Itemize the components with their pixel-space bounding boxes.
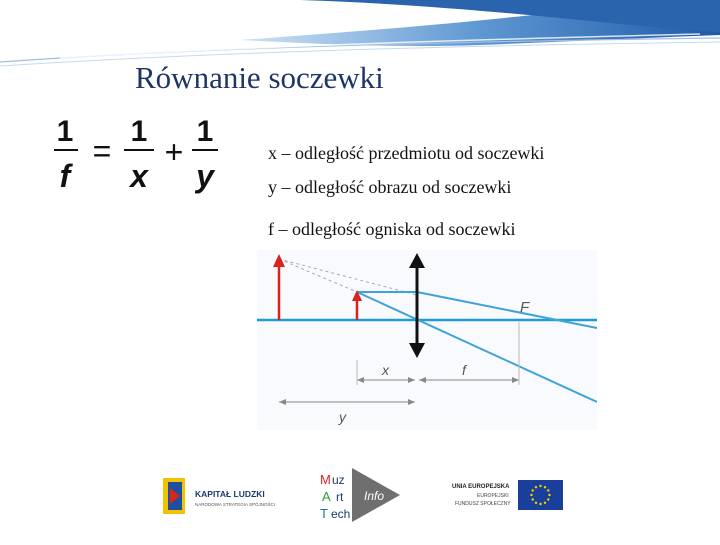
formula-term2-denominator: y (196, 158, 214, 194)
dimension-f-right-arrowhead (512, 377, 519, 383)
kapital-logo-line1: KAPITAŁ LUDZKI (195, 489, 265, 499)
dimension-x-left-arrowhead (357, 377, 364, 383)
eu-efs-logo (452, 480, 563, 510)
dimension-y-left-arrowhead (279, 399, 286, 405)
definition-y: y – odległość obrazu od soczewki (268, 177, 512, 197)
muzarttech-ech: ech (331, 507, 351, 521)
kapital-ludzki-logo (163, 478, 275, 514)
lens-bottom-arrowhead (409, 343, 425, 358)
slide-title: Równanie soczewki (135, 60, 384, 95)
eu-logo-line2: EUROPEJSKI (477, 493, 509, 499)
muzarttech-info-logo (320, 468, 400, 522)
lens-ray-diagram (257, 250, 597, 430)
formula-term1-denominator: x (130, 158, 148, 194)
dimension-y-label: y (339, 409, 346, 425)
footer-logos (0, 460, 720, 540)
muzarttech-info: Info (364, 489, 385, 503)
dimension-f-label: f (462, 362, 466, 378)
muzarttech-t: T (320, 506, 328, 521)
formula-term2-numerator: 1 (196, 115, 214, 148)
formula-lhs-denominator: f (59, 158, 71, 194)
focus-label: F (520, 299, 530, 316)
ray-refracted (417, 292, 597, 328)
lens-formula (52, 115, 227, 205)
lens-top-arrowhead (409, 253, 425, 268)
dimension-x-label: x (382, 362, 389, 378)
ray-through-center (357, 292, 597, 402)
construction-line-upper (279, 259, 417, 295)
formula-plus-sign: + (164, 134, 184, 170)
object-arrow-large-head (273, 254, 285, 267)
muzarttech-uz: uz (332, 473, 345, 487)
formula-lhs-numerator: 1 (56, 115, 74, 148)
definition-f: f – odległość ogniska od soczewki (268, 219, 516, 239)
formula-term1-numerator: 1 (130, 115, 148, 148)
dimension-f-left-arrowhead (419, 377, 426, 383)
eu-logo-line3: FUNDUSZ SPOŁECZNY (455, 501, 511, 507)
dimension-y-right-arrowhead (408, 399, 415, 405)
definition-x: x – odległość przedmiotu od soczewki (268, 143, 545, 163)
muzarttech-rt: rt (336, 490, 344, 504)
construction-line-lower (279, 259, 357, 292)
footer-logos-svg (0, 460, 720, 540)
eu-flag (518, 480, 563, 510)
muzarttech-m: M (320, 472, 331, 487)
eu-logo-line1: UNIA EUROPEJSKA (452, 484, 510, 490)
formula-equals-sign: = (92, 133, 112, 169)
kapital-logo-line2: NARODOWA STRATEGIA SPÓJNOŚCI (195, 502, 276, 507)
muzarttech-a: A (322, 489, 331, 504)
dimension-x-right-arrowhead (408, 377, 415, 383)
